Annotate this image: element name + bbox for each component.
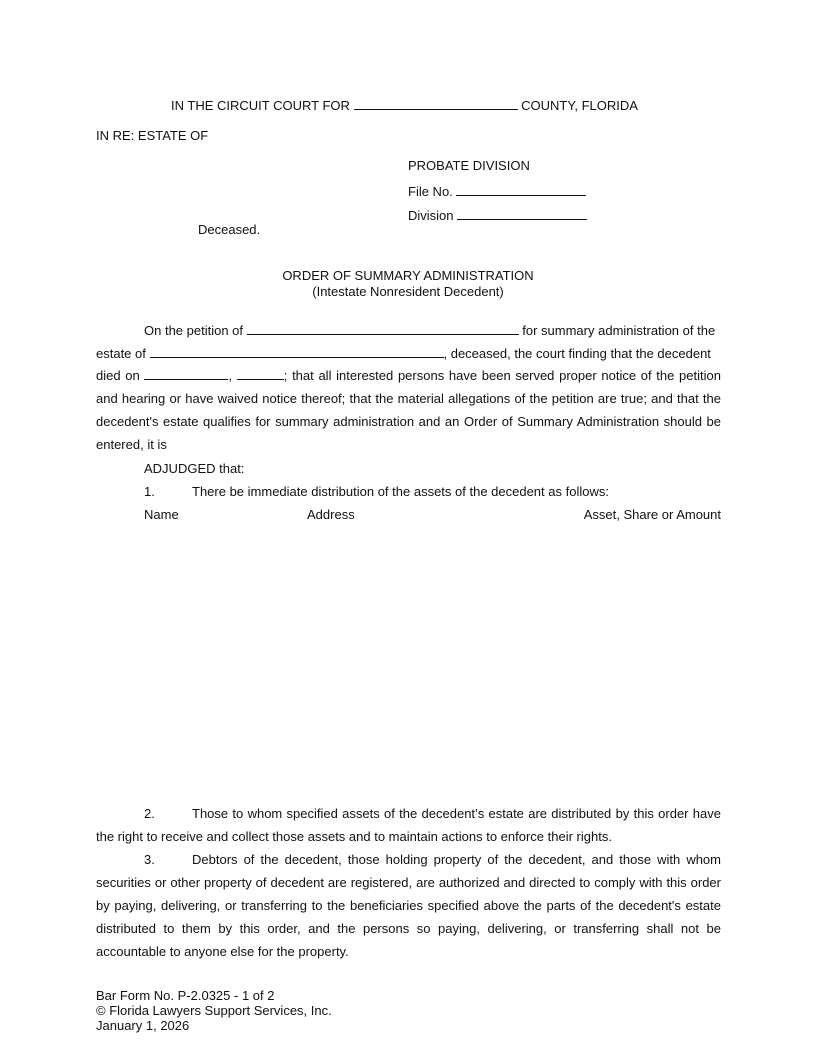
p1-line1 (96, 322, 721, 338)
item-3-number: 3. (144, 852, 155, 867)
footer-form-number: Bar Form No. P-2.0325 - 1 of 2 (96, 988, 275, 1003)
order-subtitle: (Intestate Nonresident Decedent) (312, 284, 504, 299)
p1-line2 (96, 345, 711, 361)
county-blank[interactable] (354, 97, 518, 110)
p1-estate-of: estate of (96, 346, 146, 361)
p1-summary-of: for summary administration of the (522, 323, 716, 338)
footer-date: January 1, 2026 (96, 1018, 190, 1033)
division-blank[interactable] (457, 207, 587, 220)
p1-remaining (96, 364, 721, 456)
footer-copyright: © Florida Lawyers Support Services, Inc. (96, 1003, 332, 1018)
item-2-text: Those to whom specified assets of the decedent’s estate are distributed by this order have the right to receive and collect those assets and to maintain actions to enforce their rights. (96, 806, 721, 844)
division-line (408, 207, 587, 223)
item-2 (96, 802, 721, 848)
item-1-number: 1. (144, 484, 155, 499)
column-address-header: Address (307, 507, 355, 522)
petitioner-blank[interactable] (247, 322, 519, 335)
probate-division: PROBATE DIVISION (408, 158, 530, 173)
court-suffix: COUNTY, FLORIDA (521, 98, 638, 113)
p1-comma: , (228, 368, 233, 383)
column-asset-header: Asset, Share or Amount (583, 507, 721, 522)
p1-findings: ; that all interested persons have been served proper notice of the petition and hearing or have waived notice thereof; that the material allegations of the petition are true; and that the decedent's estate qualifies for summary administration and an Order of Summary Administration should be entered, it is (96, 368, 721, 452)
item-1-text: There be immediate distribution of the assets of the decedent as follows: (192, 484, 609, 499)
order-title: ORDER OF SUMMARY ADMINISTRATION (282, 268, 534, 283)
p1-deceased-court: , deceased, the court finding that the decedent (443, 346, 711, 361)
item-3 (96, 848, 721, 963)
column-name-header: Name (144, 507, 179, 522)
court-prefix: IN THE CIRCUIT COURT FOR (171, 98, 350, 113)
court-header (171, 97, 638, 113)
division-label: Division (408, 208, 454, 223)
p1-petition-of: On the petition of (144, 323, 244, 338)
death-year-blank[interactable] (237, 367, 284, 380)
adjudged-label: ADJUDGED that: (144, 461, 245, 476)
decedent-name-blank[interactable] (150, 345, 444, 358)
p1-died-on: died on (96, 368, 140, 383)
in-re-estate: IN RE: ESTATE OF (96, 128, 209, 143)
item-3-text: Debtors of the decedent, those holding property of the decedent, and those with whom securities or other property of decedent are registered, are authorized and directed to comply with this order by paying, delivering, or transferring to the beneficiaries specified above the parts of the decedent's estate distributed to them by this order, and the persons so paying, delivering, or transferring shall not be accountable to anyone else for the property. (96, 852, 721, 959)
death-date-blank[interactable] (144, 367, 228, 380)
item-1 (144, 484, 609, 499)
file-no-line (408, 183, 586, 199)
file-no-blank[interactable] (456, 183, 586, 196)
file-no-label: File No. (408, 184, 453, 199)
deceased-label: Deceased. (198, 222, 261, 237)
item-2-number: 2. (144, 806, 155, 821)
